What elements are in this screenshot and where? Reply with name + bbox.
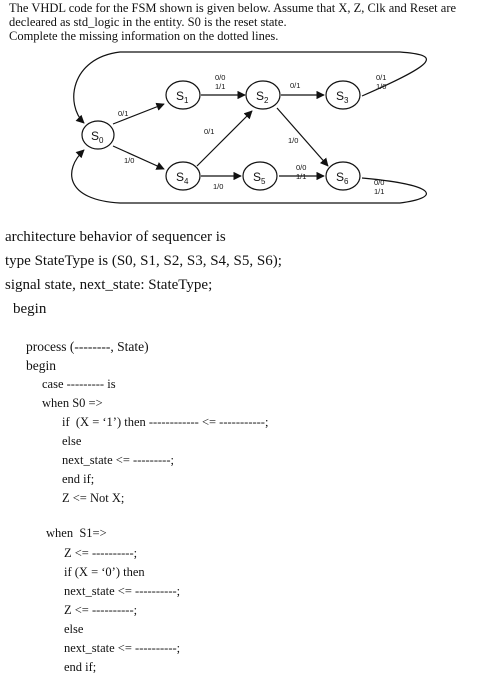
label-s6-s0-b: 1/1 bbox=[374, 187, 385, 196]
transition-s4-s2 bbox=[197, 111, 252, 166]
svg-text:S4: $S_4$ bbox=[176, 170, 189, 186]
code-case-line: case --------- is bbox=[42, 377, 116, 391]
svg-text:S6: $S_6$ bbox=[336, 170, 349, 186]
label-s5-s6-a: 0/0 bbox=[296, 163, 307, 172]
code-else-line-2: else bbox=[64, 622, 84, 636]
code-end-if-line-2: end if; bbox=[64, 660, 97, 674]
label-s4-s5: 1/0 bbox=[213, 182, 224, 191]
svg-text:S2: $S_2$ bbox=[256, 89, 269, 105]
intro-line-1: The VHDL code for the FSM shown is given below. Assume that X, Z, Clk and Reset are bbox=[9, 1, 457, 15]
code-when-s0-line: when S0 => bbox=[42, 396, 103, 410]
label-s1-s2-a: 0/0 bbox=[215, 73, 226, 82]
state-s4 bbox=[166, 162, 200, 190]
intro-line-3: Complete the missing information on the dotted lines. bbox=[9, 29, 279, 43]
fsm-state-diagram bbox=[0, 0, 493, 215]
code-next-state-line-3: next_state <= ----------; bbox=[64, 641, 181, 655]
code-z-assign-line-2: Z <= ----------; bbox=[64, 603, 138, 617]
code-next-state-line-2: next_state <= ----------; bbox=[64, 584, 181, 598]
label-s5-s6-b: 1/1 bbox=[296, 172, 307, 181]
state-s3 bbox=[326, 81, 360, 109]
intro-line-2: decleared as std_logic in the entity. S0 is the reset state. bbox=[9, 15, 287, 29]
code-when-s1-line: when S1=> bbox=[46, 526, 107, 540]
transition-s0-s4 bbox=[113, 146, 164, 169]
state-s5 bbox=[243, 162, 277, 190]
label-s4-s2: 0/1 bbox=[204, 127, 215, 136]
label-s3-s0-a: 0/1 bbox=[376, 73, 387, 82]
code-if-x0-line: if (X = ‘0’) then bbox=[64, 565, 145, 579]
transition-s2-s6 bbox=[277, 108, 328, 166]
label-s0-s4: 1/0 bbox=[124, 156, 135, 165]
code-if-x1-line: if (X = ‘1’) then ------------ <= -----------; bbox=[62, 415, 269, 429]
svg-text:S0: $S_0$ bbox=[91, 129, 104, 145]
code-signal-line: signal state, next_state: StateType; bbox=[5, 277, 213, 293]
code-else-line-1: else bbox=[62, 434, 82, 448]
label-s2-s6: 1/0 bbox=[288, 136, 299, 145]
state-s1 bbox=[166, 81, 200, 109]
state-s2 bbox=[246, 81, 280, 109]
code-z-assign-line-1: Z <= ----------; bbox=[64, 546, 138, 560]
label-s3-s0-b: 1/0 bbox=[376, 82, 387, 91]
code-end-if-line-1: end if; bbox=[62, 472, 95, 486]
label-s2-s3: 0/1 bbox=[290, 81, 301, 90]
svg-text:S3: $S_3$ bbox=[336, 89, 349, 105]
label-s0-s1: 0/1 bbox=[118, 109, 129, 118]
state-s0 bbox=[82, 121, 114, 149]
svg-text:S1: $S_1$ bbox=[176, 89, 189, 105]
label-s1-s2-b: 1/1 bbox=[215, 82, 226, 91]
code-architecture-line: architecture behavior of sequencer is bbox=[5, 229, 226, 245]
code-begin-line: begin bbox=[13, 301, 47, 317]
code-process-begin-line: begin bbox=[26, 358, 56, 373]
code-z-not-x-line: Z <= Not X; bbox=[62, 491, 125, 505]
code-next-state-line-1: next_state <= ---------; bbox=[62, 453, 174, 467]
svg-text:S5: $S_5$ bbox=[253, 170, 266, 186]
code-type-line: type StateType is (S0, S1, S2, S3, S4, S5, S6); bbox=[5, 253, 282, 269]
state-s6 bbox=[326, 162, 360, 190]
label-s6-s0-a: 0/0 bbox=[374, 178, 385, 187]
code-process-line: process (--------, State) bbox=[26, 339, 149, 354]
